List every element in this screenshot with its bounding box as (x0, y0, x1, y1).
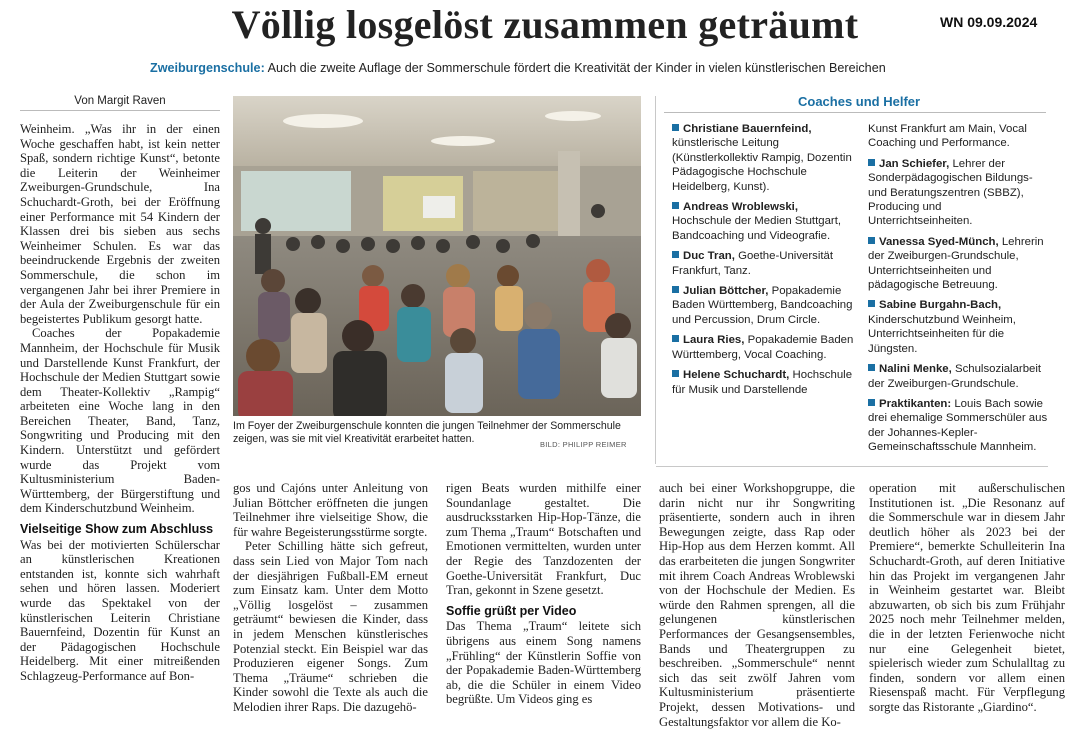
paragraph: Das Thema „Traum“ leitete sich übrigens aus einem Song namens „Frühling“ der Künstlerin Soffie von der Popakademie Baden-Württemberg ab, die die Schüler in einem Video begrüßte. Um Videos ging es (446, 619, 641, 707)
paragraph: rigen Beats wurden mithilfe einer Soundanlage gestaltet. Die ausdrucksstarken Hip-Hop-Tänze, die zum Thema „Traum“ Botschaften und Emotionen vermittelten, wurden unter der Regie des Tanzdozenten der Goethe-Universität Frankfurt, Duc Tran, gekonnt in Szene gesetzt. (446, 481, 641, 598)
paragraph: Coaches der Popakademie Mannheim, der Hochschule für Musik und Darstellende Kunst Frankfurt, der Hochschule der Medien Stuttgart sowie dem Theater-Kollektiv „Rampig“ arbeiteten eine Woche lang in den Bereichen Theater, Band, Tanz, Songwriting und Producing mit den Kindern. Unterstützt und gefördert wurde das Projekt vom Kultusministerium Baden-Württemberg, der Bürgerstiftung und dem Kinderschutzbund Weinheim. (20, 326, 220, 516)
subheadline-kicker: Zweiburgenschule: (150, 61, 265, 75)
coach-entry (672, 333, 857, 362)
bullet-square-icon (672, 124, 679, 131)
coach-name: Laura Ries, (683, 334, 745, 347)
coach-name: Andreas Wroblewski, (683, 201, 798, 214)
article-column-2 (233, 481, 428, 715)
coach-role: Popakademie Baden Württemberg, Vocal Coaching. (672, 334, 854, 361)
byline: Von Margit Raven (20, 95, 220, 111)
bullet-square-icon (868, 364, 875, 371)
photo-credit: BILD: PHILIPP REIMER (540, 440, 627, 449)
column-divider (655, 96, 656, 464)
coaches-list-right (868, 122, 1048, 461)
section-heading: Soffie grüßt per Video (446, 603, 577, 618)
bullet-square-icon (672, 370, 679, 377)
coach-role: Kinderschutzbund Weinheim, Unterrichtseinheiten für die Jüngsten. (868, 313, 1016, 355)
paragraph: gos und Cajóns unter Anleitung von Julian Böttcher eröffneten die jungen Teilnehmer ihre vielseitige Show, die für wahre Begeisterungsstürme sorgte. (233, 481, 428, 539)
article-photo (233, 96, 641, 416)
coach-name: Vanessa Syed-Münch, (879, 235, 999, 248)
coach-entry (672, 368, 857, 397)
paragraph: auch bei einer Workshopgruppe, die darin nicht nur ihr Songwriting präsentierte, sondern auch in ihren Bewegungen zeigte, dass Rap oder Hip-Hop aus dem Herzen kommt. All das erarbeiteten die jungen Songwriter mit ihrem Coach Andreas Wroblewski von der Hochschule der Medien. Es würde den Rahmen sprengen, all die gelungenen künstlerischen Performances der Gesangsensembles, Bands und Theatergruppen zu beschreiben. „Sommerschule“ nennt sich das seit zwölf Jahren vom Kultusministerium präsentierte Projekt, dessen Motivations- und Gestaltungsfaktor vor allem die Ko- (659, 481, 855, 729)
photo-illustration (233, 96, 641, 416)
bullet-square-icon (868, 159, 875, 166)
coach-entry (868, 362, 1048, 391)
paragraph: Weinheim. „Was ihr in der einen Woche geschaffen habt, ist kein netter Spaß, sondern richtige Kunst“, betonte die Leiterin der Weinheimer Zweiburgen-Grundschule, Ina Schuchardt-Groth, bei der Eröffnung einer Performance mit 54 Kindern der Klassen drei bis sieben aus sechs Weinheimer Schulen. Es war das beeindruckende Ergebnis der zweiten Sommerschule, die schon im vergangenen Jahr bei ihrer Premiere in der Aula der Zweiburgenschule für ein begeistertes Publikum gesorgt hatte. (20, 122, 220, 326)
coach-name: Christiane Bauernfeind, (683, 123, 812, 135)
coach-name: Praktikanten: (879, 397, 952, 410)
coaches-box-bottom-rule (656, 466, 1048, 467)
coach-entry (672, 122, 857, 194)
coach-name: Julian Böttcher, (683, 285, 769, 298)
coach-name: Jan Schiefer, (879, 157, 950, 170)
bullet-square-icon (868, 300, 875, 307)
coach-name: Helene Schuchardt, (683, 369, 790, 382)
coaches-box-title: Coaches und Helfer (664, 94, 1046, 113)
paragraph: Peter Schilling hätte sich gefreut, dass sein Lied von Major Tom nach der diesjährigen Fußball-EM erneut zum Einsatz kam. Unter dem Motto „Völlig losgelöst – zusammen geträumt“ bewiesen die Kinder, dass in jedem Menschen künstlerisches Potenzial steckt. Ein Beispiel war das Produzieren eigener Songs. Zum Thema „Träume“ schrieben die Kinder sowohl die Texte als auch die Melodien ihrer Raps. Die dazugehö- (233, 539, 428, 714)
coach-entry (868, 157, 1048, 229)
coach-entry (672, 249, 857, 278)
coach-name: Sabine Burgahn-Bach, (879, 299, 1002, 312)
headline: Völlig losgelöst zusammen geträumt (231, 2, 859, 47)
coach-entry (672, 284, 857, 327)
coach-entry (672, 200, 857, 243)
coach-entry-continued (868, 122, 1048, 151)
section-heading: Vielseitige Show zum Abschluss (20, 522, 214, 537)
article-column-3 (446, 481, 641, 707)
article-column-5 (869, 481, 1065, 715)
bullet-square-icon (672, 251, 679, 258)
subheadline-text: Auch die zweite Auflage der Sommerschule fördert die Kreativität der Kinder in vielen künstlerischen Bereichen (267, 61, 886, 75)
coach-name: Duc Tran, (683, 250, 735, 263)
bullet-square-icon (868, 399, 875, 406)
article-column-1 (20, 122, 220, 684)
photo-caption: Im Foyer der Zweiburgenschule konnten die jungen Teilnehmer der Sommerschule zeigen, was sie mit viel Kreativität erarbeitet hatten. (233, 420, 621, 445)
coaches-list-left (672, 122, 857, 403)
coach-role: Hochschule für Musik und Darstellende (672, 369, 853, 396)
coach-role: künstlerische Leitung (Künstlerkollektiv Rampig, Dozentin Pädagogische Hochschule Heidelberg, Kunst). (672, 137, 852, 193)
bullet-square-icon (672, 335, 679, 342)
bullet-square-icon (672, 286, 679, 293)
source-tag: WN 09.09.2024 (940, 14, 1038, 30)
coach-role: Lehrer der Sonderpädagogischen Bildungs- und Beratungszentren (SBBZ), Producing und Unterrichtseinheiten. (868, 157, 1033, 228)
coach-role: Schulsozialarbeit der Zweiburgen-Grundschule. (868, 363, 1042, 390)
bullet-square-icon (672, 202, 679, 209)
coach-role: Goethe-Universität Frankfurt, Tanz. (672, 250, 834, 277)
coach-role: Lehrerin der Zweiburgen-Grundschule, Unterrichtseinheiten und pädagogische Betreuung. (868, 235, 1044, 292)
coach-role: Kunst Frankfurt am Main, Vocal Coaching und Performance. (868, 123, 1027, 150)
coach-role: Hochschule der Medien Stuttgart, Bandcoaching und Videografie. (672, 215, 842, 242)
coach-entry (868, 397, 1048, 455)
coach-role: Popakademie Baden Württemberg, Bandcoaching und Percussion, Drum Circle. (672, 285, 853, 326)
coach-entry (868, 298, 1048, 356)
coach-entry (868, 235, 1048, 293)
subheadline (150, 61, 1010, 75)
paragraph: Was bei der motivierten Schülerschar an künstlerischen Kreationen entstanden ist, konnte sich wahrhaft sehen und hören lassen. Moderiert wurde das Spektakel von der künstlerischen Leiterin Christiane Bauernfeind, Dozentin für Kunst an der Pädagogischen Hochschule Heidelberg. Mit einer mitreißenden Schlagzeug-Performance auf Bon- (20, 537, 220, 683)
bullet-square-icon (868, 237, 875, 244)
paragraph: operation mit außerschulischen Institutionen ist. „Die Resonanz auf die Sommerschule war in diesem Jahr deutlich höher als 2023 bei der Premiere“, bemerkte Schulleiterin Ina Schuchardt-Groth, auf deren Initiative hin das Projekt im vergangenen Jahr in Weinheim gestartet war. Bleibt abzuwarten, ob sich bis zum Frühjahr 2025 noch mehr Teilnehmer melden, die in der letzten Ferienwoche nicht nur eine Gelegenheit bietet, spielerisch wieder zum Schulalltag zu finden, sondern vor allem einen Riesenspaß macht. Für Verpflegung sorgte das Ristorante „Giardino“. (869, 481, 1065, 714)
article-column-4 (659, 481, 855, 729)
coach-name: Nalini Menke, (879, 363, 952, 376)
coach-role: Louis Bach sowie drei ehemalige Sommerschüler aus der Johannes-Kepler-Gemeinschaftsschule Mannheim. (868, 397, 1048, 454)
